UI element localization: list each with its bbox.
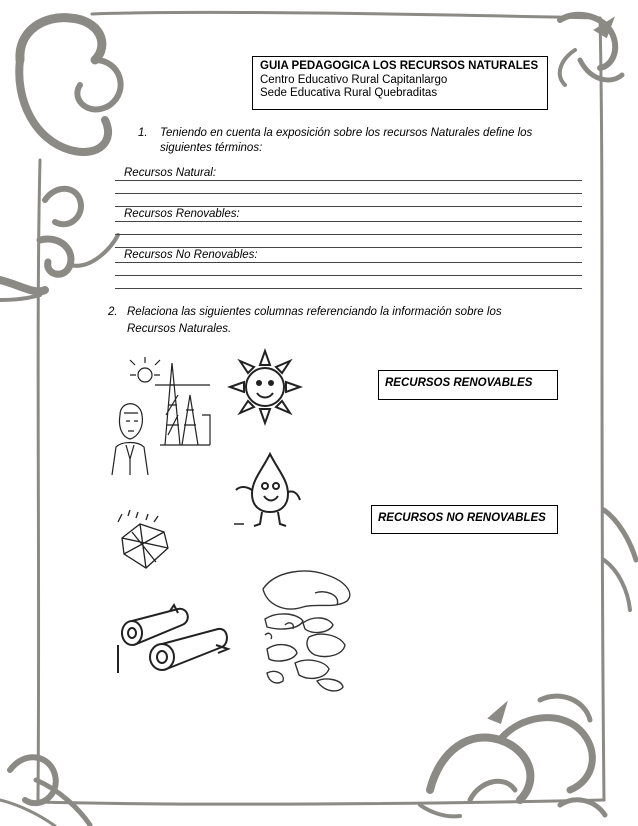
answer-line — [115, 247, 582, 248]
document-title: GUIA PEDAGOGICA LOS RECURSOS NATURALES — [260, 60, 539, 72]
category-box-non-renewable: RECURSOS NO RENOVABLES — [371, 505, 558, 534]
question-1-number: 1. — [138, 127, 148, 139]
question-2-line-1: Relaciona las siguientes columnas referenciando la información sobre los — [127, 306, 502, 318]
question-1-text — [160, 126, 560, 156]
answer-line — [115, 234, 582, 235]
term-recursos-renovables: Recursos Renovables: — [124, 208, 240, 220]
answer-line — [115, 262, 582, 263]
school-name: Centro Educativo Rural Capitanlargo — [260, 73, 448, 86]
question-2-line-2: Recursos Naturales. — [127, 323, 232, 335]
term-recursos-no-renovables: Recursos No Renovables: — [124, 249, 258, 261]
category-box-renewable: RECURSOS RENOVABLES — [378, 370, 558, 400]
header-box — [252, 56, 548, 110]
answer-line — [115, 288, 582, 289]
school-site: Sede Educativa Rural Quebraditas — [260, 87, 438, 99]
answer-line — [115, 180, 582, 181]
answer-line — [115, 206, 582, 207]
answer-line — [115, 275, 582, 276]
question-2-text — [127, 304, 547, 338]
water-drop-icon — [232, 450, 302, 530]
sun-icon — [228, 347, 303, 427]
question-1-line-1: Teniendo en cuenta la exposición sobre los recursos Naturales define los — [160, 127, 533, 139]
oil-rig-and-man-icon — [110, 355, 215, 480]
dash-mark — [234, 521, 246, 527]
diamond-icon — [112, 510, 174, 572]
answer-line — [115, 221, 582, 222]
logs-icon — [118, 605, 238, 675]
answer-line — [115, 193, 582, 194]
map-icon — [255, 565, 365, 695]
term-recursos-natural: Recursos Natural: — [124, 167, 217, 179]
question-2-number: 2. — [108, 306, 118, 318]
question-1-line-2: siguientes términos: — [160, 142, 263, 154]
